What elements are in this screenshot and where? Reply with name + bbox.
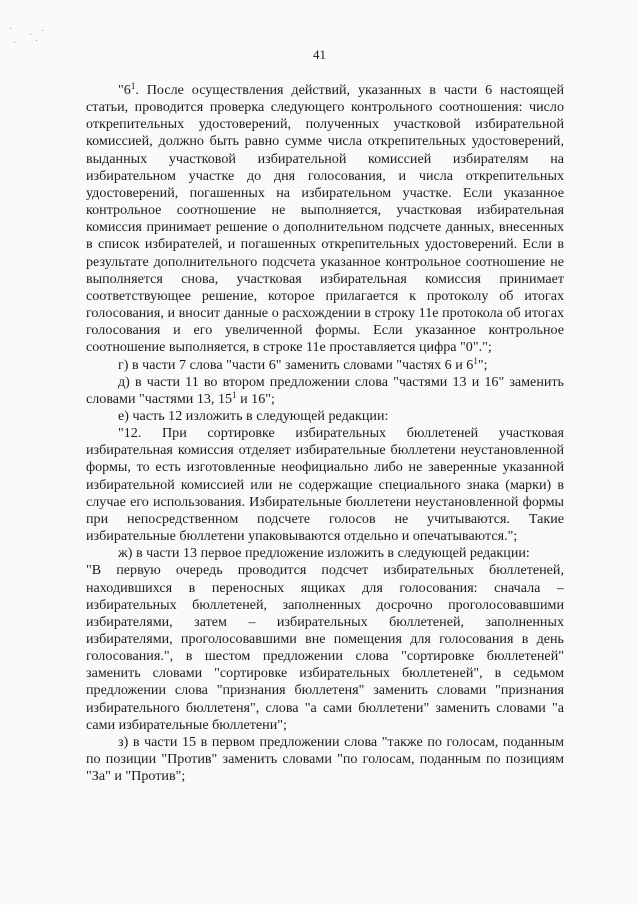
paragraph-d: д) в части 11 во втором предложении слова "частями 13 и 16" заменить словами "частями 13, $15^1$ и 16"; <box>86 373 564 407</box>
superscript-one: 1 <box>130 81 136 91</box>
superscript-one: 1 <box>473 355 478 366</box>
document-body <box>86 82 564 785</box>
paragraph-e: е) часть 12 изложить в следующей редакции: <box>118 407 389 424</box>
paragraph-g: г) в части 7 слова "части 6" заменить словами "частях 6 и $6^1$"; <box>118 355 488 373</box>
paragraph-12: "12. При сортировке избирательных бюллетеней участковая избирательная комиссия отделяет избирательные бюллетени неустановленной формы, то есть изготовленные неофициально либо не заверенные указанной избирательной комиссией или не содержащие специального знака (марки) в случае его использования. Избирательные бюллетени неустановленной формы при непосредственном подсчете голосов не учитываются. Такие избирательные бюллетени упаковываются отдельно и опечатываются."; <box>86 425 564 545</box>
paragraph-z: з) в части 15 в первом предложении слова "также по голосам, поданным по позиции "Против" заменить словами "по голосам, поданным по позициям "За" и "Против"; <box>86 733 564 785</box>
paragraph-zh-text: "В первую очередь проводится подсчет избирательных бюллетеней, находившихся в переносных ящиках для голосования: сначала – избирательных бюллетеней, заполненных досрочно проголосовавшими избирателями, затем – избирательных бюллетеней, заполненных избирателями, проголосовавшими вне помещения для голосования в день голосования.", в шестом предложении слова "сортировке бюллетеней" заменить словами "сортировке избирательных бюллетеней", в седьмом предложении слова "признания бюллетеня" заменить словами "признания избирательного бюллетеня", слова "а сами бюллетени" заменить словами "а сами избирательные бюллетени"; <box>86 562 564 733</box>
paragraph-6-1: "$6^1$. После осуществления действий, указанных в части 6 настоящей статьи, проводится проверка следующего контрольного соотношения: число открепительных удостоверений, полученных участковой избирательной комиссией, должно быть равно сумме числа открепительных удостоверений, выданных участковой избирательной комиссией избирателям на избирательном участке до дня голосования, и числа открепительных удостоверений, погашенных на избирательном участке. Если указанное контрольное соотношение не выполняется, участковая избирательная комиссия принимает решение о дополнительном подсчете данных, внесенных в список избирателей, и погашенных открепительных удостоверений. Если в результате дополнительного подсчета указанное контрольное соотношение не выполняется снова, участковая избирательная комиссия принимает соответствующее решение, которое прилагается к протоколу об итогах голосования, и вносит данные о расхождении в строку 11е протокола об итогах голосования и его увеличенной формы. Если указанное контрольное соотношение выполняется, в строке 11е проставляется цифра "0"."; <box>86 81 564 356</box>
page-number: 41 <box>313 47 326 62</box>
paragraph-zh: ж) в части 13 первое предложение изложить в следующей редакции: <box>118 545 530 562</box>
superscript-one: 1 <box>232 389 237 400</box>
